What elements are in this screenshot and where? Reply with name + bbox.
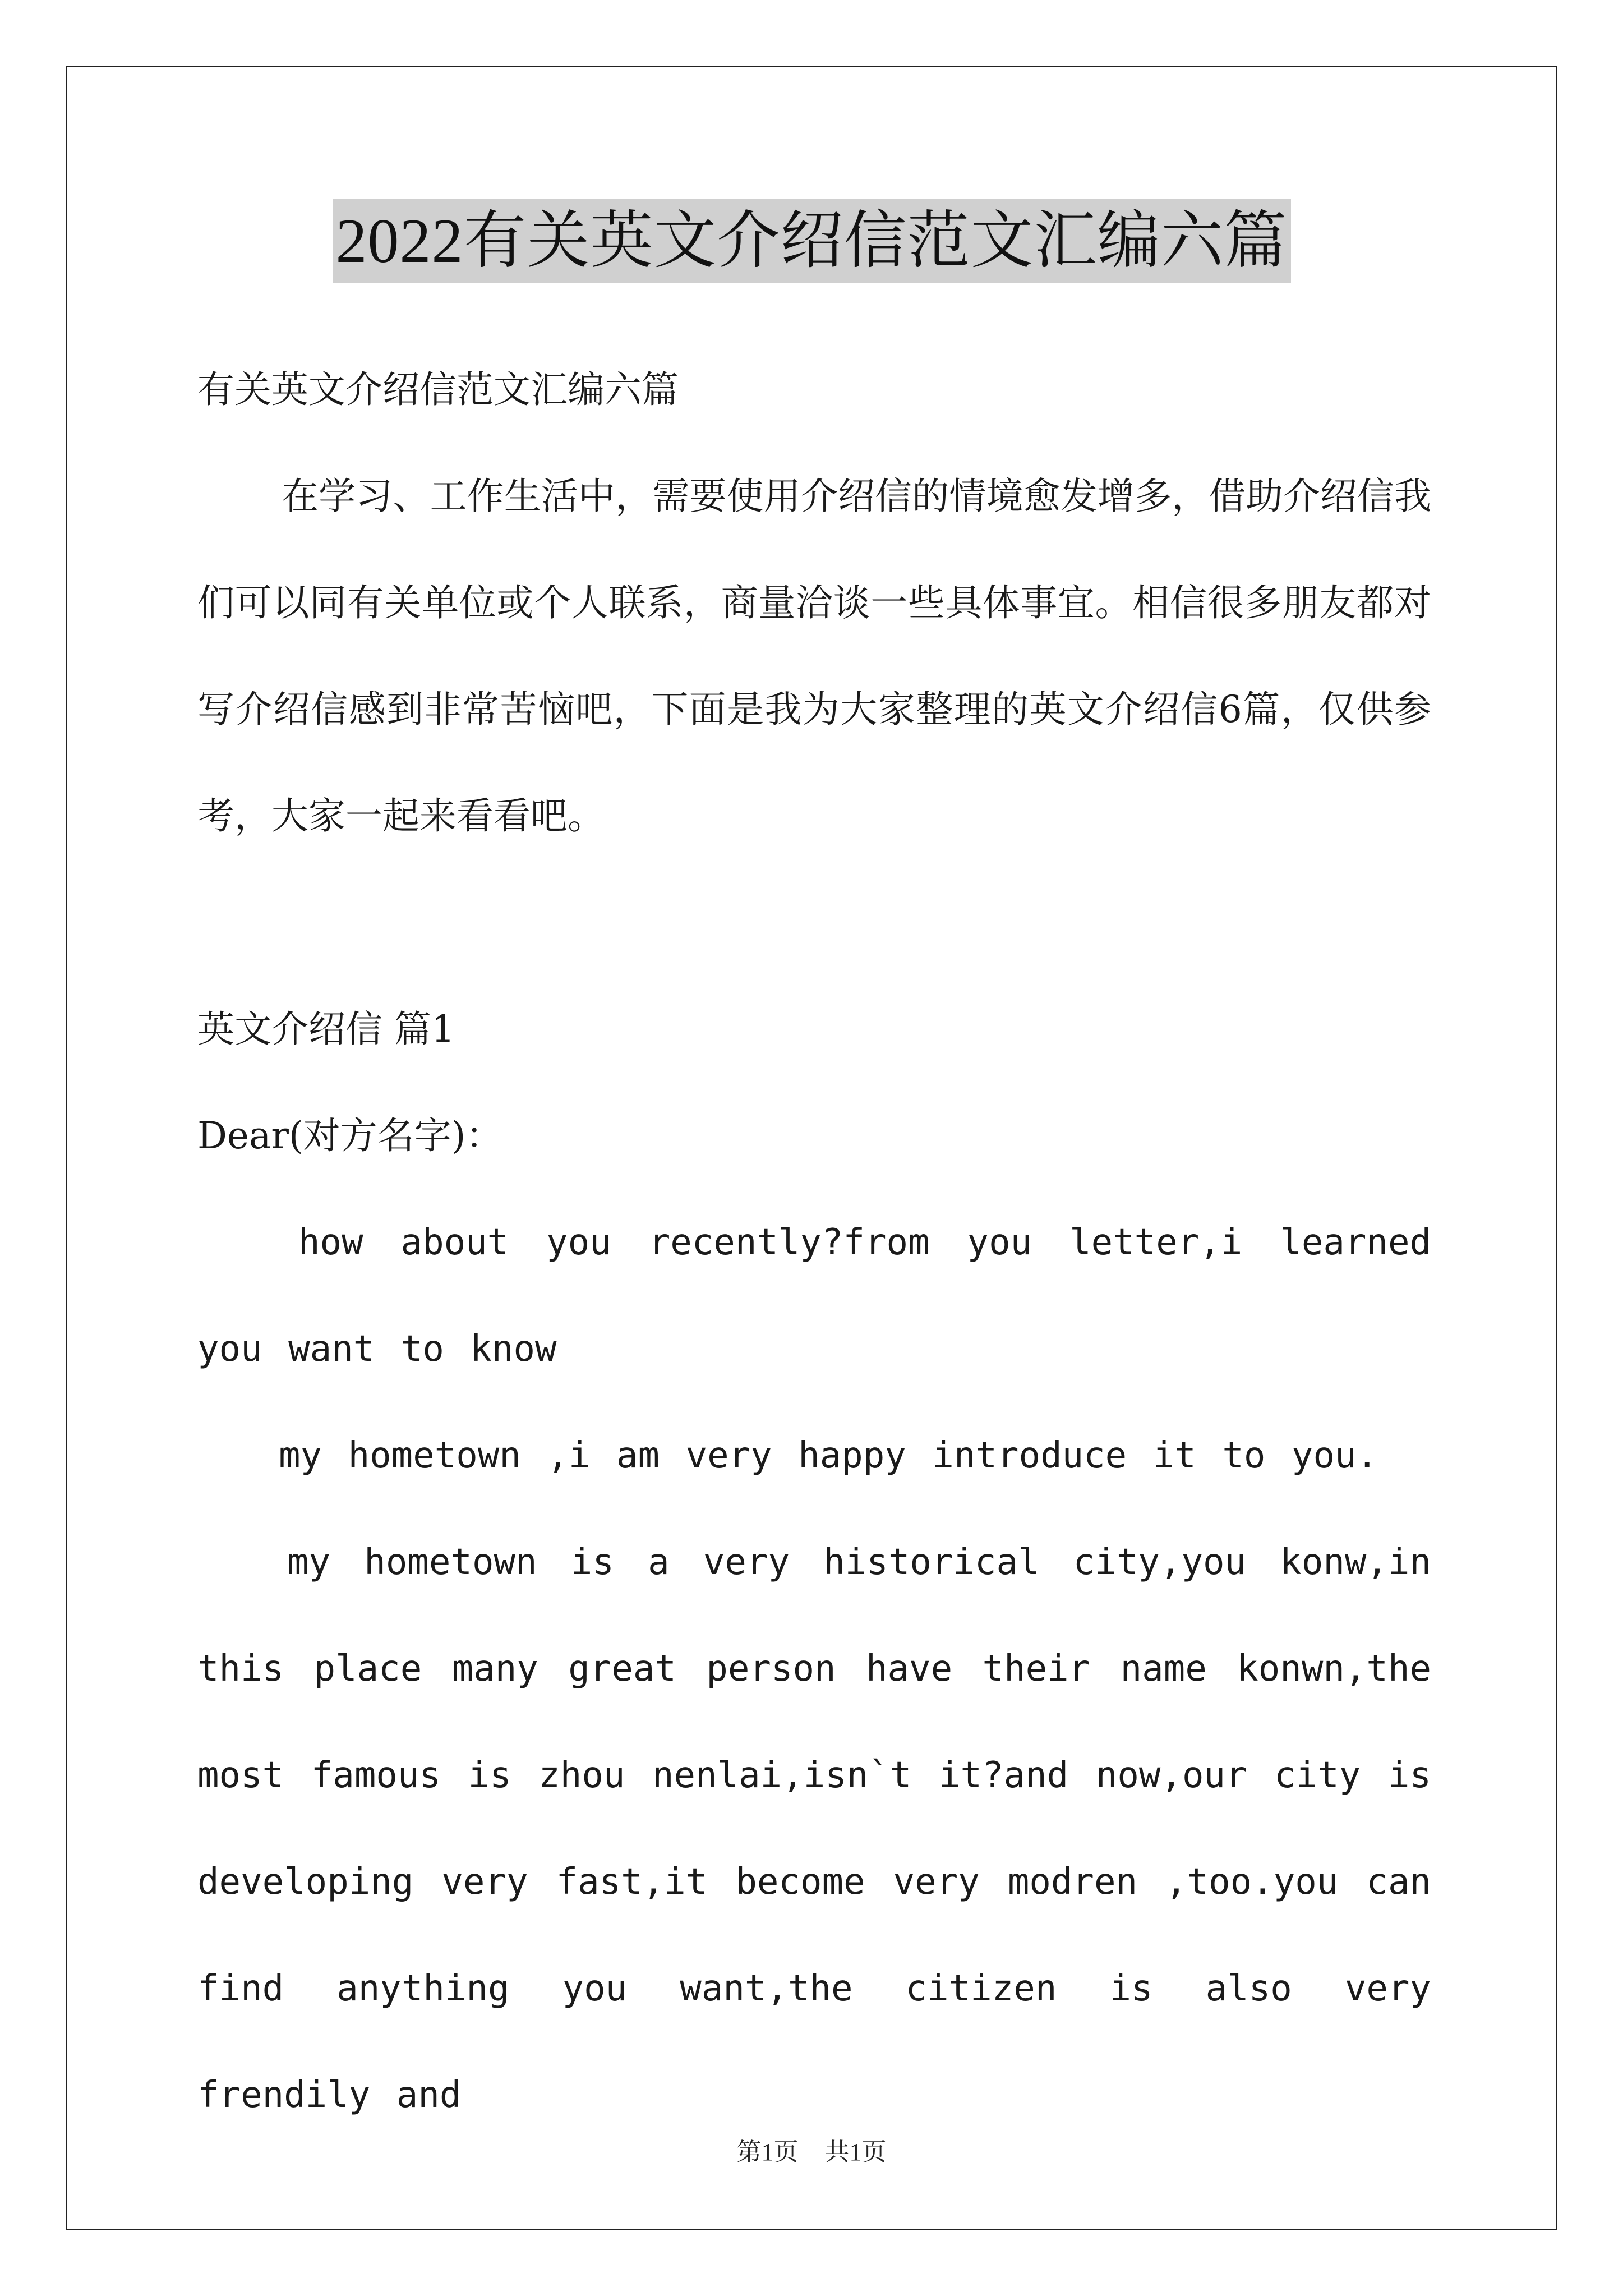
page-footer [0,2132,1623,2168]
intro-paragraph: 在学习、工作生活中，需要使用介绍信的情境愈发增多，借助介绍信我们可以同有关单位或个人联系，商量洽谈一些具体事宜。相信很多朋友都对写介绍信感到非常苦恼吧，下面是我为大家整理的英文介绍信6篇，仅供参考，大家一起来看看吧。 [197,475,1431,838]
subtitle: 有关英文介绍信范文汇编六篇 [197,368,679,411]
page-total: 共1页 [824,2138,887,2166]
spacer [197,869,1431,976]
page-number: 第1页 [736,2138,799,2166]
salutation: Dear(对方名字)： [197,1114,503,1157]
title-container [0,199,1623,283]
section-heading: 英文介绍信 篇1 [197,1007,455,1051]
letter-paragraph: my hometown ,i am very happy introduce it to you. [279,1435,1378,1476]
document-title: 2022有关英文介绍信范文汇编六篇 [333,199,1291,283]
letter-paragraph: how about you recently?from you letter,i learned you want to know [197,1222,1431,1370]
letter-paragraph: my hometown is a very historical city,you konw,in this place many great person have their name konwn,the most famous is zhou nenlai,isn`t it?and now,our city is developing very fast,it become very modren ,too.you can find anything you want,the citizen is also very frendily and [197,1542,1431,2116]
document-body [197,337,1431,2148]
